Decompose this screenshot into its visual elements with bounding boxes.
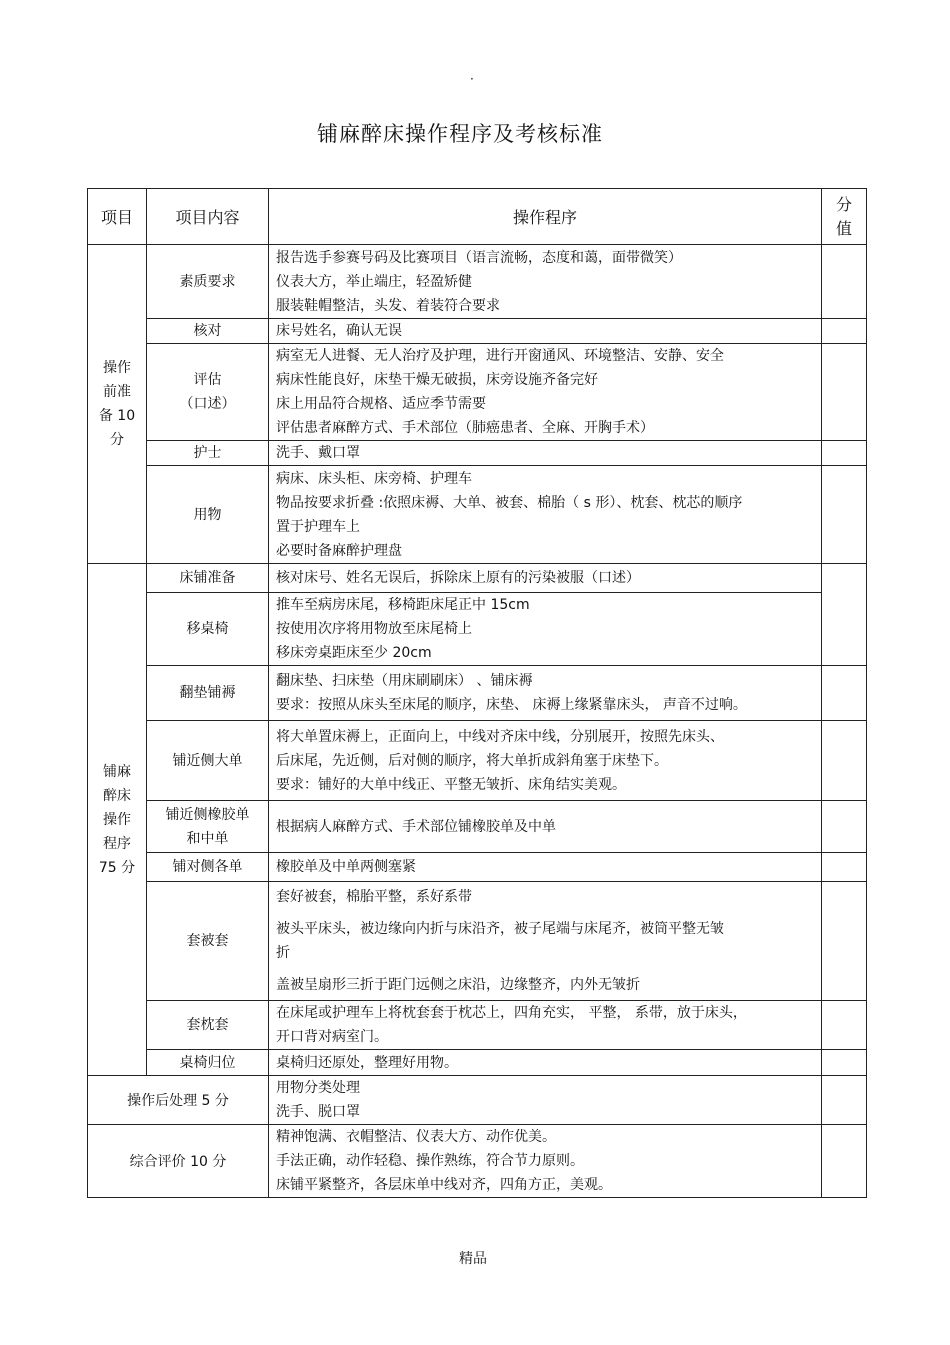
procedure-cell bbox=[269, 245, 822, 319]
page-footer: 精品 bbox=[459, 1251, 487, 1267]
procedure-line: 推车至病房床尾，移椅距床尾正中 15cm bbox=[276, 597, 530, 613]
procedure-cell bbox=[269, 344, 822, 441]
procedure-line: 根据病人麻醉方式、手术部位铺橡胶单及中单 bbox=[276, 818, 556, 835]
procedure-line: 置于护理车上 bbox=[276, 518, 360, 535]
table-row bbox=[88, 853, 867, 882]
procedure-cell bbox=[269, 593, 822, 666]
page-top-mark: · bbox=[470, 72, 474, 86]
section-cell bbox=[88, 564, 147, 1076]
item-cell bbox=[147, 466, 269, 564]
item-label: 核对 bbox=[193, 323, 222, 339]
item-label: 护士 bbox=[193, 445, 222, 461]
table-row bbox=[88, 1125, 867, 1198]
procedure-line: 翻床垫、扫床垫（用床刷刷床） 、铺床褥 bbox=[276, 673, 533, 689]
item-cell bbox=[147, 1001, 269, 1050]
procedure-line: 床上用品符合规格、适应季节需要 bbox=[276, 396, 486, 412]
procedure-line: 床铺平紧整齐，各层床单中线对齐，四角方正，美观。 bbox=[276, 1177, 612, 1193]
procedure-line: 盖被呈扇形三折于距门远侧之床沿，边缘整齐，内外无皱折 bbox=[276, 977, 640, 993]
procedure-cell bbox=[269, 666, 822, 721]
post-label: 操作后处理 5 分 bbox=[127, 1093, 229, 1109]
table-body bbox=[88, 189, 867, 1198]
header-procedure: 操作程序 bbox=[269, 189, 822, 245]
score-cell bbox=[822, 245, 867, 319]
header-score bbox=[822, 189, 867, 245]
score-cell bbox=[822, 1076, 867, 1125]
score-cell bbox=[822, 319, 867, 344]
procedure-line: 移床旁桌距床至少 20cm bbox=[276, 645, 432, 661]
procedure-line: 用物分类处理 bbox=[276, 1080, 360, 1096]
section-label: 操作前准备 10 分 bbox=[98, 360, 136, 448]
eval-label-cell bbox=[88, 1125, 269, 1198]
item-label: 评估 bbox=[193, 372, 222, 388]
procedure-line: 洗手、戴口罩 bbox=[276, 445, 360, 461]
table-row bbox=[88, 564, 867, 593]
procedure-cell bbox=[269, 721, 822, 801]
table-row bbox=[88, 1001, 867, 1050]
score-cell bbox=[822, 344, 867, 441]
item-cell bbox=[147, 853, 269, 882]
item-label: 移桌椅 bbox=[186, 621, 229, 637]
procedure-line: 折 bbox=[276, 945, 290, 961]
assessment-table bbox=[87, 188, 867, 1198]
item-cell bbox=[147, 319, 269, 344]
item-label: 铺近侧橡胶单 bbox=[165, 806, 250, 823]
item-cell bbox=[147, 666, 269, 721]
procedure-line: 病床、床头柜、床旁椅、护理车 bbox=[276, 470, 472, 487]
table-row bbox=[88, 1050, 867, 1076]
table-row bbox=[88, 801, 867, 853]
score-cell bbox=[822, 853, 867, 882]
item-label: 床铺准备 bbox=[179, 570, 236, 586]
item-cell bbox=[147, 882, 269, 1001]
procedure-line: 开口背对病室门。 bbox=[276, 1029, 388, 1045]
score-cell bbox=[822, 1001, 867, 1050]
procedure-cell bbox=[269, 1076, 822, 1125]
procedure-line: 精神饱满、衣帽整洁、仪表大方、动作优美。 bbox=[276, 1129, 556, 1145]
procedure-line: 将大单置床褥上，正面向上，中线对齐床中线，分别展开，按照先床头、 bbox=[276, 728, 724, 745]
procedure-line: 手法正确，动作轻稳、操作熟练，符合节力原则。 bbox=[276, 1153, 584, 1169]
procedure-line: 必要时备麻醉护理盘 bbox=[276, 542, 402, 559]
table-row bbox=[88, 721, 867, 801]
item-cell bbox=[147, 441, 269, 466]
post-label-cell bbox=[88, 1076, 269, 1125]
procedure-line: 洗手、脱口罩 bbox=[276, 1104, 360, 1120]
item-label: 铺对侧各单 bbox=[172, 859, 243, 875]
procedure-line: 仪表大方，举止端庄，轻盈矫健 bbox=[276, 273, 472, 290]
item-cell bbox=[147, 801, 269, 853]
header-score-label: 分值 bbox=[835, 194, 852, 238]
item-cell bbox=[147, 1050, 269, 1076]
item-cell bbox=[147, 593, 269, 666]
procedure-line: 病床性能良好，床垫干燥无破损，床旁设施齐备完好 bbox=[276, 372, 598, 388]
item-label: 和中单 bbox=[186, 830, 229, 847]
score-cell bbox=[822, 882, 867, 1001]
item-cell bbox=[147, 344, 269, 441]
table-row bbox=[88, 245, 867, 319]
table-row bbox=[88, 466, 867, 564]
procedure-cell bbox=[269, 466, 822, 564]
table-row bbox=[88, 441, 867, 466]
item-cell bbox=[147, 245, 269, 319]
procedure-line: 后床尾，先近侧，后对侧的顺序，将大单折成斜角塞于床垫下。 bbox=[276, 752, 668, 769]
item-label: 用物 bbox=[193, 506, 222, 523]
procedure-cell bbox=[269, 801, 822, 853]
procedure-line: 病室无人进餐、无人治疗及护理，进行开窗通风、环境整洁、安静、安全 bbox=[276, 348, 724, 364]
procedure-line: 评估患者麻醉方式、手术部位（肺癌患者、全麻、开胸手术） bbox=[276, 420, 654, 436]
table-row bbox=[88, 593, 867, 666]
item-label: 铺近侧大单 bbox=[172, 752, 243, 769]
item-cell bbox=[147, 721, 269, 801]
header-section: 项目 bbox=[88, 189, 147, 245]
procedure-line: 要求：按照从床头至床尾的顺序，床垫、 床褥上缘紧靠床头， 声音不过响。 bbox=[276, 697, 747, 713]
procedure-cell bbox=[269, 319, 822, 344]
item-label: （口述） bbox=[179, 396, 236, 412]
procedure-line: 报告选手参赛号码及比赛项目（语言流畅，态度和蔼，面带微笑） bbox=[276, 249, 682, 266]
score-cell bbox=[822, 441, 867, 466]
item-label: 套枕套 bbox=[186, 1017, 229, 1033]
score-cell bbox=[822, 564, 867, 666]
score-cell bbox=[822, 466, 867, 564]
page-title: 铺麻醉床操作程序及考核标准 bbox=[317, 122, 603, 146]
procedure-line: 按使用次序将用物放至床尾椅上 bbox=[276, 621, 472, 637]
header-item: 项目内容 bbox=[147, 189, 269, 245]
procedure-line: 物品按要求折叠 :依照床褥、大单、被套、棉胎（ s 形）、枕套、枕芯的顺序 bbox=[276, 494, 743, 511]
table-row bbox=[88, 344, 867, 441]
procedure-line: 橡胶单及中单两侧塞紧 bbox=[276, 859, 416, 875]
item-label: 素质要求 bbox=[179, 273, 236, 290]
procedure-cell bbox=[269, 853, 822, 882]
item-label: 翻垫铺褥 bbox=[179, 685, 236, 701]
procedure-cell bbox=[269, 1050, 822, 1076]
score-cell bbox=[822, 1125, 867, 1198]
procedure-cell bbox=[269, 882, 822, 1001]
procedure-cell bbox=[269, 441, 822, 466]
procedure-line: 服装鞋帽整洁，头发、着装符合要求 bbox=[276, 297, 500, 314]
score-cell bbox=[822, 666, 867, 721]
procedure-line: 核对床号、姓名无误后，拆除床上原有的污染被服（口述） bbox=[276, 570, 640, 586]
procedure-line: 被头平床头，被边缘向内折与床沿齐，被子尾端与床尾齐，被筒平整无皱 bbox=[276, 921, 724, 937]
procedure-line: 套好被套，棉胎平整，系好系带 bbox=[276, 889, 472, 905]
item-cell bbox=[147, 564, 269, 593]
procedure-line: 在床尾或护理车上将枕套套于枕芯上，四角充实， 平整， 系带，放于床头， bbox=[276, 1005, 747, 1021]
procedure-cell bbox=[269, 564, 822, 593]
table-row bbox=[88, 1076, 867, 1125]
table-row bbox=[88, 882, 867, 1001]
section-cell bbox=[88, 245, 147, 564]
score-cell bbox=[822, 801, 867, 853]
procedure-cell bbox=[269, 1125, 822, 1198]
section-label: 铺麻醉床操作程序 75 分 bbox=[98, 763, 136, 876]
score-cell bbox=[822, 721, 867, 801]
table-row bbox=[88, 319, 867, 344]
header-row bbox=[88, 189, 867, 245]
table-row bbox=[88, 666, 867, 721]
item-label: 桌椅归位 bbox=[179, 1054, 236, 1071]
eval-label: 综合评价 10 分 bbox=[129, 1154, 227, 1170]
item-label: 套被套 bbox=[186, 933, 229, 949]
score-cell bbox=[822, 1050, 867, 1076]
procedure-line: 床号姓名，确认无误 bbox=[276, 323, 402, 339]
procedure-line: 要求：铺好的大单中线正、平整无皱折、床角结实美观。 bbox=[276, 776, 626, 793]
procedure-line: 桌椅归还原处，整理好用物。 bbox=[276, 1054, 458, 1071]
procedure-cell bbox=[269, 1001, 822, 1050]
